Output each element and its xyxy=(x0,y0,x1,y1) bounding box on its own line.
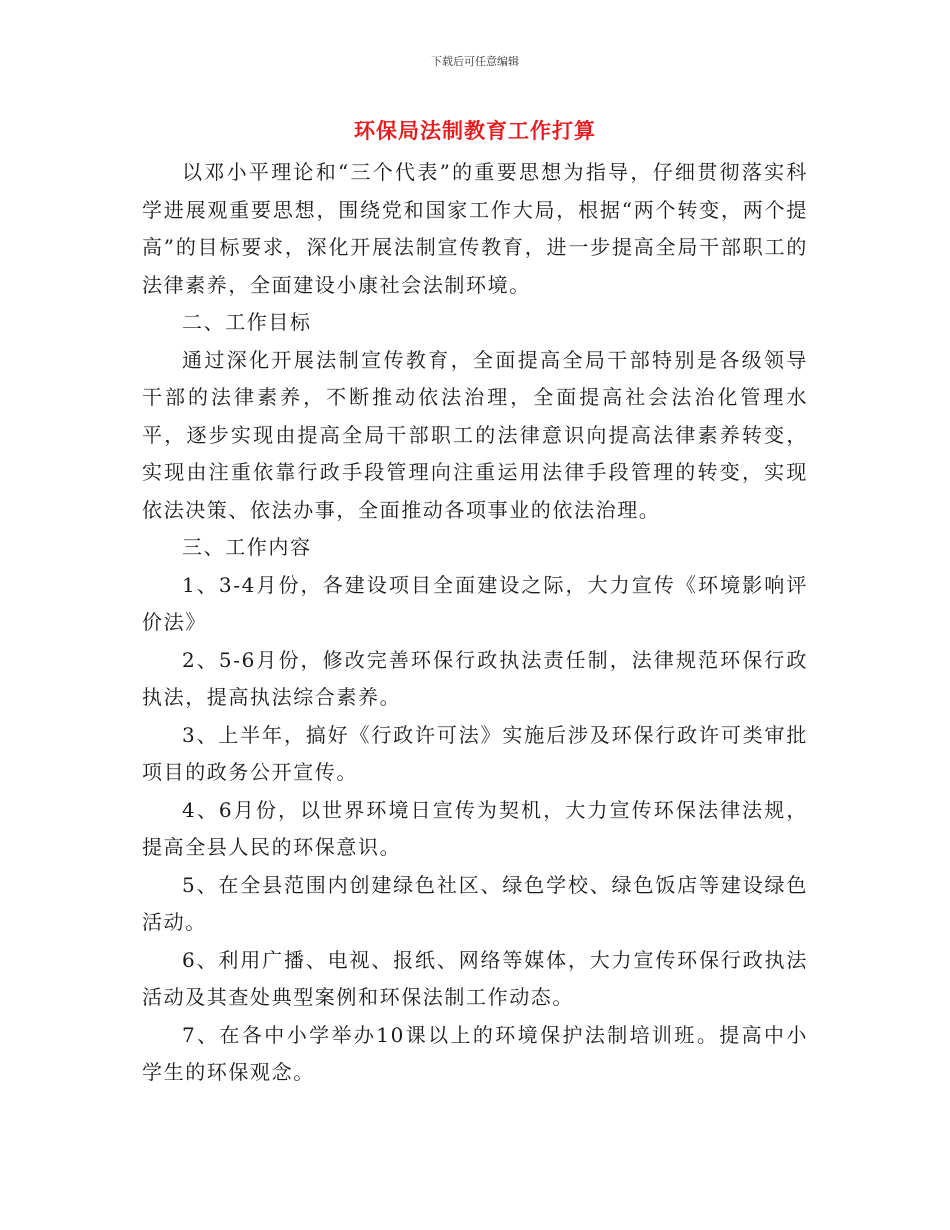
list-item-5: 5、在全县范围内创建绿色社区、绿色学校、绿色饭店等建设绿色活动。 xyxy=(142,872,808,934)
document-body xyxy=(142,154,808,1092)
paragraph-intro: 以邓小平理论和“三个代表”的重要思想为指导，仔细贯彻落实科学进展观重要思想，围绕党和国家工作大局，根据“两个转变，两个提高”的目标要求，深化开展法制宣传教育，进一步提高全局干部职工的法律素养，全面建设小康社会法制环境。 xyxy=(142,160,808,297)
list-item-7: 7、在各中小学举办10课以上的环境保护法制培训班。提高中小学生的环保观念。 xyxy=(142,1022,808,1084)
list-item-6: 6、利用广播、电视、报纸、网络等媒体，大力宣传环保行政执法活动及其查处典型案例和环保法制工作动态。 xyxy=(142,947,808,1009)
section-heading-content: 三、工作内容 xyxy=(182,535,312,559)
list-item-4: 4、6月份，以世界环境日宣传为契机，大力宣传环保法律法规，提高全县人民的环保意识。 xyxy=(142,797,808,859)
list-item-2: 2、5-6月份，修改完善环保行政执法责任制，法律规范环保行政执法，提高执法综合素养。 xyxy=(142,647,808,709)
list-item-1: 1、3-4月份，各建设项目全面建设之际，大力宣传《环境影响评价法》 xyxy=(142,572,808,634)
header-note: 下载后可任意编辑 xyxy=(431,55,519,68)
document-title: 环保局法制教育工作打算 xyxy=(354,119,596,143)
list-item-3: 3、上半年，搞好《行政许可法》实施后涉及环保行政许可类审批项目的政务公开宣传。 xyxy=(142,722,808,784)
section-heading-goals: 二、工作目标 xyxy=(182,310,312,334)
paragraph-goals: 通过深化开展法制宣传教育，全面提高全局干部特别是各级领导干部的法律素养，不断推动依法治理，全面提高社会法治化管理水平，逐步实现由提高全局干部职工的法律意识向提高法律素养转变，实现由注重依靠行政手段管理向注重运用法律手段管理的转变，实现依法决策、依法办事，全面推动各项事业的依法治理。 xyxy=(142,347,808,522)
